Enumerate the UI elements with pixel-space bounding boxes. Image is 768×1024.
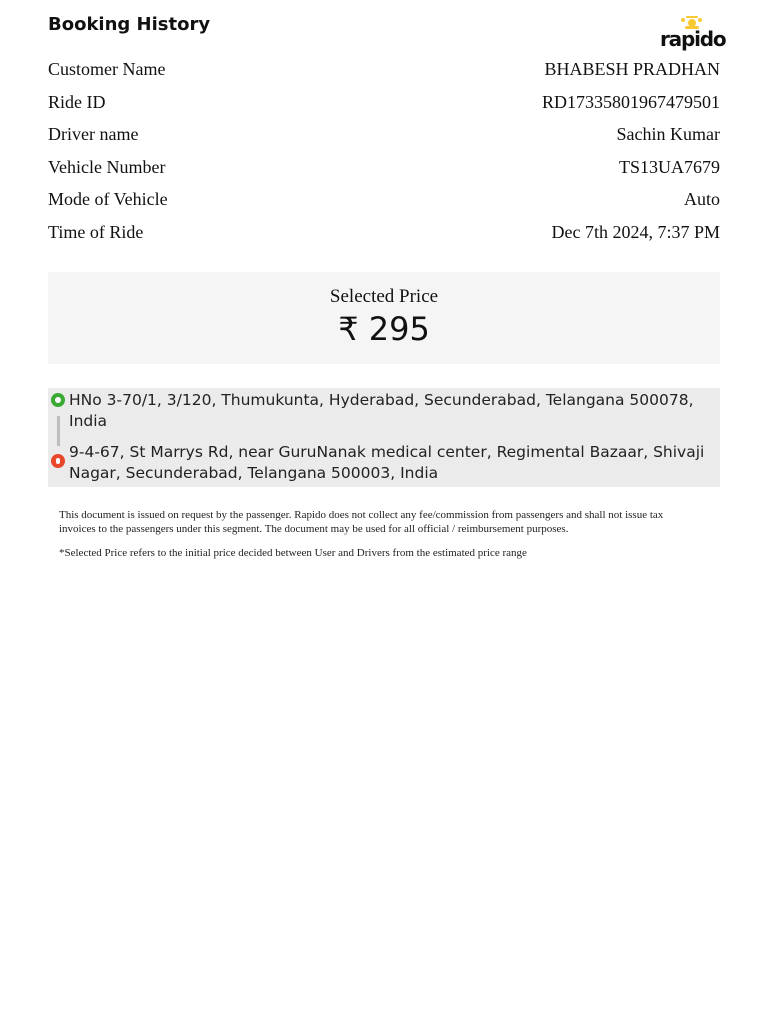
detail-label: Ride ID [48, 91, 106, 112]
detail-value: TS13UA7679 [618, 156, 720, 177]
price-label: Selected Price [329, 286, 439, 307]
detail-row-mode-of-vehicle [48, 187, 720, 220]
detail-value: Sachin Kumar [616, 124, 720, 144]
disclaimer-text: This document is issued on request by the passenger. Rapido does not collect any fee/commission from passengers and shall not issue tax invoices to the passengers under this segment. The document may be used for all official / reimbursement purposes. [59, 509, 664, 535]
detail-label: Customer Name [48, 59, 166, 79]
price-note: *Selected Price refers to the initial price decided between User and Drivers from the estimated price range [59, 547, 527, 559]
rapido-logo [656, 14, 726, 54]
drop-pin-icon [51, 454, 65, 468]
detail-label: Mode of Vehicle [48, 189, 168, 209]
detail-row-time-of-ride [48, 220, 720, 253]
booking-details [48, 57, 720, 252]
price-value: ₹ 295 [338, 310, 430, 348]
detail-value: BHABESH PRADHAN [544, 59, 720, 79]
detail-row-driver-name [48, 122, 720, 155]
pickup-pin-icon [51, 393, 65, 407]
detail-value: Auto [684, 189, 720, 209]
price-panel [48, 272, 720, 364]
detail-row-vehicle-number [48, 155, 720, 188]
detail-label: Vehicle Number [48, 156, 166, 177]
pickup-address: HNo 3-70/1, 3/120, Thumukunta, Hyderabad, Secunderabad, Telangana 500078, India [69, 391, 694, 430]
detail-row-customer-name [48, 57, 720, 90]
detail-label: Driver name [48, 124, 139, 144]
route-connector-line [57, 416, 60, 446]
page-title: Booking History [48, 14, 211, 35]
detail-label: Time of Ride [48, 221, 144, 242]
route-panel [48, 388, 720, 487]
detail-value: RD17335801967479501 [541, 91, 720, 112]
detail-row-ride-id [48, 90, 720, 123]
drop-address: 9-4-67, St Marrys Rd, near GuruNanak medical center, Regimental Bazaar, Shivaji Nagar, Secunderabad, Telangana 500003, India [69, 443, 705, 482]
logo-text: rapido [660, 27, 726, 51]
detail-value: Dec 7th 2024, 7:37 PM [551, 221, 720, 242]
